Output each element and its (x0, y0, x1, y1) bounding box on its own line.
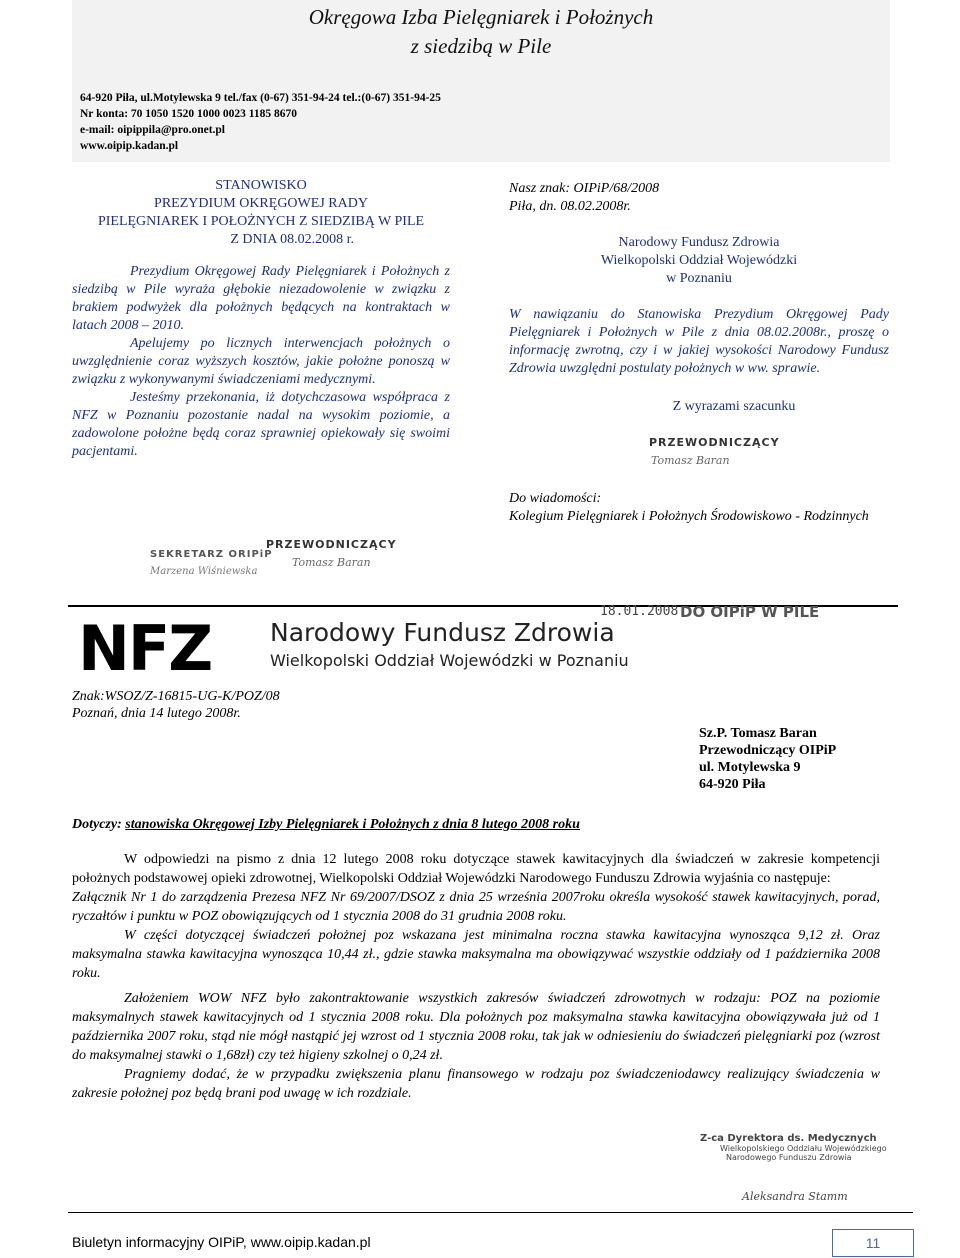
addressee-line: Sz.P. Tomasz Baran (699, 726, 817, 741)
nfz-logo: NFZ (78, 612, 212, 685)
cover-letter-body: W nawiązaniu do Stanowiska Prezydium Okręgowej Pady Pielęgniarek i Położnych w Pile z dnia 08.02.2008r., proszę o informację zwrotną, czy i w jakiej wysokości Narodowy Fundusz Zdrowia uwzględni postulaty położnych w ww. sprawie. (509, 307, 889, 376)
cover-letter (509, 180, 889, 526)
stamp-line: Narodowego Funduszu Zdrowia (726, 1153, 852, 1162)
stamp-line: Z-ca Dyrektora ds. Medycznych (700, 1133, 877, 1144)
reply-paragraph: W części dotyczącej świadczeń położnej poz wskazana jest minimalna roczna stawka kawitacyjna wynosząca 9,12 zł. Oraz maksymalna stawka kawitacyjna wynosząca 10,44 zł., gdzie stawka maksymalna ma obowiązywać wszystkie oddziały od 1 października 2008 roku. (72, 928, 880, 981)
chair-signature: Tomasz Baran (651, 454, 730, 467)
statement (72, 177, 450, 461)
stamp-line: Wielkopolskiego Oddziału Wojewódzkiego (720, 1144, 887, 1153)
statement-body (72, 263, 450, 461)
reply-paragraph: W odpowiedzi na pismo z dnia 12 lutego 2008 roku dotyczące stawek kawitacyjnych dla świadczeń w zakresie kompetencji położnych podstawowej opieki zdrowotnej, Wielkopolski Oddział Wojewódzki Narodowego Funduszu Zdrowia wyjaśnia co następuje: (72, 852, 880, 886)
addressee-line: Przewodniczący OIPiP (699, 743, 837, 758)
reply-paragraph: Załącznik Nr 1 do zarządzenia Prezesa NFZ Nr 69/2007/DSOZ z dnia 25 września 2007roku określa wysokość stawek kawitacyjnych, porad, ryczałtów i punktu w POZ obowiązujących od 1 stycznia 2008 do 31 grudnia 2008 roku. (72, 890, 880, 924)
letterhead (72, 0, 890, 162)
recipient-line: w Poznaniu (666, 271, 732, 286)
recipient-line: Wielkopolski Oddział Wojewódzki (600, 253, 798, 268)
reply-ref-number: Znak:WSOZ/Z-16815-UG-K/POZ/08 (72, 689, 280, 704)
recipient (509, 234, 889, 288)
secretary-stamp-title: SEKRETARZ ORIPiP (150, 549, 273, 560)
chair-stamp-right (649, 434, 889, 470)
statement-title (72, 177, 450, 249)
closing: Z wyrazami szacunku (672, 399, 796, 414)
bank-account: Nr konta: 70 1050 1520 1000 0023 1185 8670 (80, 108, 298, 120)
addressee-line: 64-920 Piła (699, 777, 766, 792)
statement-paragraph: Prezydium Okręgowej Rady Pielęgniarek i Położnych z siedzibą w Pile wyraża głębokie niezadowolenie w związku z brakiem podwyżek dla położnych będących na kontraktach w latach 2008 – 2010. (72, 264, 450, 333)
reply-reference (72, 688, 280, 722)
statement-paragraph: Apelujemy po licznych interwencjach położnych o uwzględnienie coraz wyższych kosztów, jakie położne ponoszą w związku z wykonywanymi świadczeniami medycznymi. (72, 336, 450, 387)
chair-stamp-title: PRZEWODNICZĄCY (649, 436, 780, 449)
letter-date: Piła, dn. 08.02.2008r. (509, 199, 631, 214)
page-number: 11 (832, 1229, 914, 1257)
chair-stamp-left (266, 538, 397, 569)
cc-label: Do wiadomości: (509, 491, 602, 506)
recipient-line: Narodowy Fundusz Zdrowia (618, 235, 780, 250)
received-date-stamp: 18.01.2008 (600, 604, 679, 619)
statement-title-line: Z DNIA 08.02.2008 r. (230, 232, 354, 247)
address: 64-920 Piła, ul.Motylewska 9 tel./fax (0-67) 351-94-24 tel.:(0-67) 351-94-25 (80, 92, 441, 104)
website: www.oipip.kadan.pl (80, 140, 179, 152)
reply-body (72, 850, 880, 1103)
nfz-name: Narodowy Fundusz Zdrowia (270, 618, 615, 647)
secretary-stamp (150, 549, 273, 577)
letterhead-title: Okręgowa Izba Pielęgniarek i Położnych (308, 5, 654, 29)
footer-divider (68, 1212, 913, 1213)
our-reference: Nasz znak: OIPiP/68/2008 (509, 181, 660, 196)
chair-stamp-title: PRZEWODNICZĄCY (266, 538, 397, 551)
letterhead-contact (80, 90, 441, 154)
reply-addressee (699, 725, 836, 793)
reply-date: Poznań, dnia 14 lutego 2008r. (72, 706, 241, 721)
deputy-director-stamp (700, 1133, 887, 1203)
statement-title-line: PIELĘGNIAREK I POŁOŻNYCH Z SIEDZIBĄ W PILE (97, 214, 425, 229)
addressee-line: ul. Motylewska 9 (699, 760, 801, 775)
statement-title-line: STANOWISKO (215, 178, 307, 193)
deputy-director-signature: Aleksandra Stamm (742, 1190, 848, 1203)
reply-paragraph: Pragniemy dodać, że w przypadku zwiększenia planu finansowego w rodzaju poz świadczeniodawcy realizujący świadczenia w zakresie położnej poz będą brani pod uwagę w ich rozdziale. (72, 1067, 880, 1101)
cc-text: Kolegium Pielęgniarek i Położnych Środowiskowo - Rodzinnych (509, 509, 869, 524)
subject-text: stanowiska Okręgowej Izby Pielęgniarek i Położnych z dnia 8 lutego 2008 roku (125, 817, 580, 832)
chair-signature: Tomasz Baran (292, 556, 371, 569)
subject-label: Dotyczy: (72, 817, 122, 832)
nfz-branch: Wielkopolski Oddział Wojewódzki w Poznaniu (270, 651, 629, 670)
footer-text: Biuletyn informacyjny OIPiP, www.oipip.kadan.pl (72, 1234, 371, 1250)
received-stamp: DO OIPiP W PILE (680, 603, 820, 621)
secretary-signature: Marzena Wiśniewska (150, 566, 258, 577)
reply-subject (72, 817, 580, 833)
reply-paragraph: Założeniem WOW NFZ było zakontraktowanie wszystkich zakresów świadczeń zdrowotnych w rodzaju: POZ na poziomie maksymalnych stawek kawitacyjnych od 1 stycznia 2008 roku. Dla położnych poz maksymalna stawka kawitacyjna obowiązywała już od 1 października 2007 roku, stąd nie mógł nastąpić jej wzrost od 1 stycznia 2008 roku, tak jak w odniesieniu do świadczeń pielęgniarki poz (wzrost do maksymalnej stawki o 1,68zł) czy też higieny szkolnej o 0,24 zł. (72, 991, 880, 1063)
email: e-mail: oipippila@pro.onet.pl (80, 124, 225, 136)
letterhead-subtitle: z siedzibą w Pile (410, 34, 552, 58)
statement-paragraph: Jesteśmy przekonania, iż dotychczasowa współpraca z NFZ w Poznaniu pozostanie nadal na wysokim poziomie, a zadowolone położne będą coraz sprawniej opiekowały się swoimi pacjentami. (72, 390, 450, 459)
statement-title-line: PREZYDIUM OKRĘGOWEJ RADY (154, 196, 368, 211)
